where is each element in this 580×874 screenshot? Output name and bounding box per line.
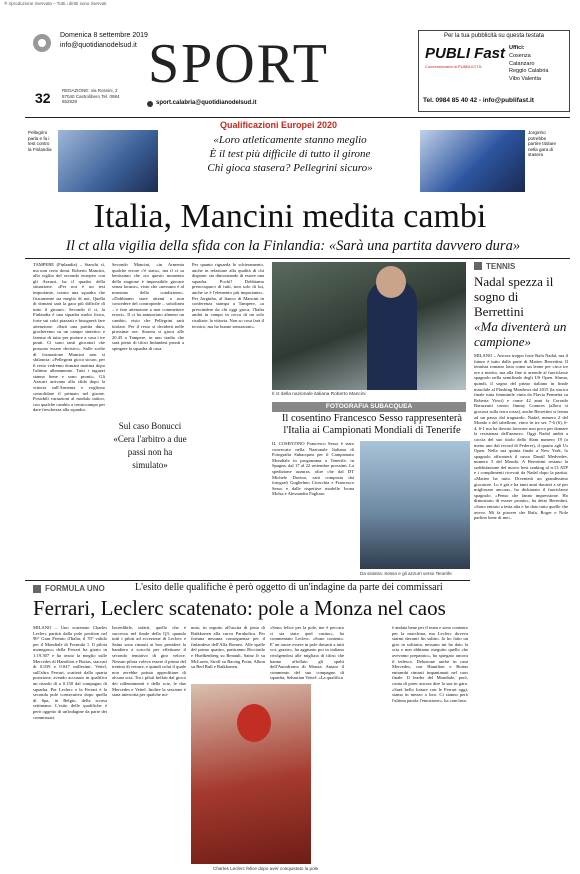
f1-rule (25, 580, 470, 581)
headline: Italia, Mancini medita cambi (93, 198, 487, 235)
sport-email: sport.calabria@quotidianodelsud.it (156, 100, 257, 106)
section-title: SPORT (148, 33, 329, 95)
ad-offices: Cosenza Catanzaro Reggio Calabria Vibo Valentia (509, 53, 549, 82)
f1-col1: MILANO – Uno scatenato Charles Leclerc partirà dalla pole position nel 90° Gran Premio d'Italia, il 70° valido per il Mondiale di Formula 1. Il pilota monegasco della Ferrari ha girato in 1:19.307 e ha avuto la meglio sulle Mercedes di Hamilton e Bottas, staccati di 0.039 e 0.047 millesimi. Vettel, sull'altra Ferrari, scatterà dalla quarta posizione, avendo accusato in qualifica un ritardo di a 0.150 dal compagno di squadra. Per Leclerc e la Ferrari è la seconda pole consecutiva dopo quella di Spa, in Belgio, della scorsa settimana. L'esito delle qualifiche è però oggetto di un'indagine da parte dei commissari. (33, 625, 107, 720)
ad-offices-title: Uffici: (509, 45, 525, 51)
subhead: Il ct alla vigilia della sfida con la Finlandia: «Sarà una partita davvero dura» (65, 238, 521, 254)
tennis-label: TENNIS (486, 262, 516, 271)
photo-story-body: IL COSENTINO Francesco Sesso è stato convocato nella Nazionale Italiana di Fotografia Subacquea per il Campionato Mondiale in programma a Tenerife, in Spagna, dal 17 al 22 settembre prossimi. La spedizione azzurra, oltre che dal DT Michele Davino, sarà composta dai fotografi Guglielmo Cicerchia e Francesco Sesso e dalle rispettive modelle Ivona Molsa e Alessandra Fagliaro. (272, 441, 354, 497)
f1-label-square-icon (33, 585, 41, 593)
kicker: Qualificazioni Europei 2020 (220, 120, 338, 130)
main-article-col2: Secondo Mancini, «in Armenia qualche errore c'è stato», ma il ct sa benissimo che «in questo momento della stagione è impossibile giocare senza lacune», visto che «nessuno è al massimo della condizione». «Dobbiamo stare attenti a non concedere del contropiede – sottolinea – e fare attenzione a non commettere errori». Il ct ha annunciato almeno un cambio, visto che Pellegrini sarà titolare. Per il resto si deciderà nelle prossime ore. Stasera si gioca alle 20.45 a Tampere, in uno stadio che sarà pieno di tifosi finlandesi pronti a spingere la squadra di casa. (112, 262, 184, 351)
left-photo-caption: Pellegrini parla e fa i test contro la Finlandia (28, 130, 52, 152)
ad-box (418, 30, 570, 112)
tennis-label-square-icon (474, 262, 482, 270)
photo-story-headline: Il cosentino Francesco Sesso rappresenterà l'Italia ai Campionati Mondiali di Tenerife (281, 413, 463, 436)
page-number: 32 (35, 90, 51, 106)
ad-sub: Concessionaria di PUBBLICITÀ (425, 64, 482, 69)
issue-email: info@quotidianodelsud.it (60, 42, 137, 49)
leclerc-photo (191, 684, 311, 864)
pullquote: Sul caso Bonucci «Cera l'arbitro a due passi non ha simulato» (113, 421, 187, 470)
jorginho-photo (420, 130, 525, 192)
pellegrini-photo (58, 130, 158, 192)
tennis-quote: «Ma diventerà un campione» (474, 319, 567, 349)
f1-col2: Incredibile, infatti, quello che è successo nel finale della Q3, quando tutti i piloti ad eccezione di Leclerc e Sainz sono rimasti ai box prendere la bandiera a scacchi per effettuare il secondo tentativo di giro veloce. Nessun pilota voleva essere il primo del trenino di vetture, e quindi colui il quale non avrebbe potuto approfittare di alcuna scia. Tra i piloti beffati dal gioco dei rallentamenti e delle scie, le due Mercedes e Vettel. Inoltre la sessione è stata interrotta per qualche mi- (112, 625, 186, 698)
ad-top-text: Per la tua pubblicità su questa testata (443, 33, 545, 39)
main-article-col3: Per quanto riguarda lo schieramento, anche in relazione alla qualità di chi dispone: sta dimostrando di essere una squadra. Pochi? Dobbiamo preoccuparci di tutti, non solo di lui, anche se è l'elemento più importante». Per Jorginho, al fianco di Mancini in conferenza stampa a Tampere, «a prescindere da chi oggi gioca, l'Italia andrà in campo in cerca di un solo risultato: la vittoria. Non so cosa farà il tecnico, ma ho buone sensazioni». (192, 262, 264, 329)
f1-kicker: L'esito delle qualifiche è però oggetto di un'indagine da parte dei commissari (135, 582, 443, 593)
tennis-headline: Nadal spezza il sogno di Berrettini (474, 274, 554, 319)
tennis-body: MILANO – Ancora troppo forte Rafa Nadal, ma il futuro è tutto dalla parte di Matteo Berrettini. Il tennista romano lotta come un leone per circa tre ore a merito, ma alla fine si arrende al fuoriclasse spagnolo nella semifinale degli US Open. Sfuma, quindi, il sogno del primo italiano in finale maschile al Flushing Meadows dal 2015 (la storica finale tutta femminile vinta da Flavia Pennetta su Roberta Vinci) e come 42 anni fa Corrado Barazzutti contro Jimmy Connors (allora si giocava sulla terra rossa), anche Berrettini si ferma ad un passo dal traguardo. Nadal, numero 2 del Mondo e del tabellone, vince in tre set: 7-6 (6), 6-4, 6-1 ma ha dovuto lavorare non poco per domare la resistenza dell'azzurro. Oggi Nadal andrà a caccia del suo titolo dello Slam numero 19 (a meno uno dal record di Federer), il quarto agli Us Open. Nella sua quinta finale a New York, lo spagnolo affronterà il russo Daniil Medvedev, numero 5 del Mondo. A Berrettini restano la soddisfazione del nuovo best ranking al n.13 ATP e i complimenti ricevuti da Nadal dopo la partita. «Matteo ha tutto. Diventerà un grandissimo giocatore. Lo è già e ha tanti anni davanti a sé per migliorare ancora», ha dichiarato il fuoriclasse spagnolo. «Penso che fanno impressione. Ho dimostrato di essere pronto», ha detto Berrettini. «Sono entrato a testa alta e ho dato tutto quello che avevo. Mi fa piacere che Rafa, Roger e Nole parlino bene di me». (474, 353, 568, 521)
photo-story-label: FOTOGRAFIA SUBACQUEA (272, 402, 466, 412)
leclerc-photo-caption: Charles Leclerc felice dopo aver conquistato la pole (213, 866, 319, 871)
header-rule (25, 117, 570, 118)
issue-date: Domenica 8 settembre 2019 (60, 32, 148, 39)
newspaper-logo-icon (33, 34, 51, 52)
masthead (0, 24, 580, 114)
right-photo-caption: Jorginho potrebbe partire titolare nella gara di stasera (528, 130, 557, 158)
mancini-photo-caption: Il ct della nazionale italiana Roberto Mancini (272, 392, 366, 397)
ad-phone: Tel. 0984 85 40 42 - info@publifast.it (423, 97, 534, 104)
redazione-info: REDAZIONE: via Rossini, 2 87040 Castrolibero Tel. 0984 852828 (62, 88, 120, 104)
subhead-rule (25, 258, 570, 259)
f1-label: FORMULA UNO (45, 584, 105, 593)
email-icon (147, 101, 153, 107)
main-article-col1: TAMPERE (Finlandia) – Stanchi sì, ma non certo domi. Roberto Mancini, alla vigilia del secondo europeo con gli Azzurri, ha il quadro della situazione. «Per noi è un test importante, contro una squadra che fisicamente sta meglio di noi. Quella di domani sarà la gara più difficile di tutto il girone». Secondo il ct, la Finlandia è una squadra molto fisica, forte sui calci piazzati e bisognerà fare attenzione. «Sarà una partita dura, giocheremo su un campo sintetico e faremo di tutto per portare a casa i tre punti. Ci sono tanti giocatori che possono essere decisivi». Sulle scelte di formazione Mancini non si sbilancia: «Pellegrini gioca sicuro, per il resto vedremo domani mattina dopo l'ultimo allenamento. Tutti i ragazzi stanno bene e sono pronti». Gli Azzurri arrivano alla sfida dopo la vittoria sull'Armenia e vogliono consolidare il primato nel girone. Possibili variazioni al modulo tattico, con qualche cambio a centrocampo per dare freschezza alla squadra. (33, 262, 105, 413)
mancini-photo (272, 262, 466, 390)
sesso-photo-caption: Da sinistra: Sesso e gli azzurri verso Tenerife (360, 571, 452, 576)
f1-col5: è andata bene per il team e sono contento per la macchina, ma Leclerc doveva starmi davanti fin subito. Io ho fatto un giro in solitaria, nessuno mi ha dato la scia e non abbiamo eseguito quello che avevamo preparato», ha spiegato ancora il tedesco. Delusione anche in casa Mercedes, con Hamilton e Bottas entrambi rimasti impantanati nel caos finale. Il leader del Mondiale, però, conta di poter ancora dire la sua in gara. «Sarà bello lottare con le Ferrari oggi, siamo in mezzo a loro. Ci stanno però l'ultima parola l'emozione», ha concluso. (392, 625, 468, 703)
ad-brand: PUBLI Fast (425, 45, 506, 62)
sesso-photo (360, 441, 470, 569)
f1-headline: Ferrari, Leclerc scatenato: pole a Monza nel caos (33, 596, 446, 620)
f1-col4: «Sono felice per la pole, me è peccato ci sia stato quel casino», ha commentato Leclerc. «Sono contento. E' un onore essere in pole davanti a tutti voi, grazie», ha aggiunto poi in italiano rivolgendosi alle migliaia di tifosi che hanno affollato gli spalti dell'Autodromo di Monza. Amaro il commento del suo compagno di squadra, Sebastian Vettel: «La qualifica (270, 625, 344, 681)
f1-col3: nuto, in seguito all'uscita di pista di Raikkonen alla curva Parabolica. Per fortuna nessuna conseguenza per il finlandese dell'Alfa Romeo. Alle spalle del primo quattro, partiranno Ricciardo e Huelkenberg su Renault, Sainz Jr su McLaren, Stroll su Racing Point, Albon su Red Bull e Raikkonen. (191, 625, 265, 670)
copyright-strip: ® riproduzione riservata – Tutti i diritti sono riservati (4, 1, 107, 6)
quote-block: «Loro atleticamente stanno meglio È il test più difficile di tutto il girone Chi gioca stasera? Pellegrini sicuro» (207, 134, 373, 174)
